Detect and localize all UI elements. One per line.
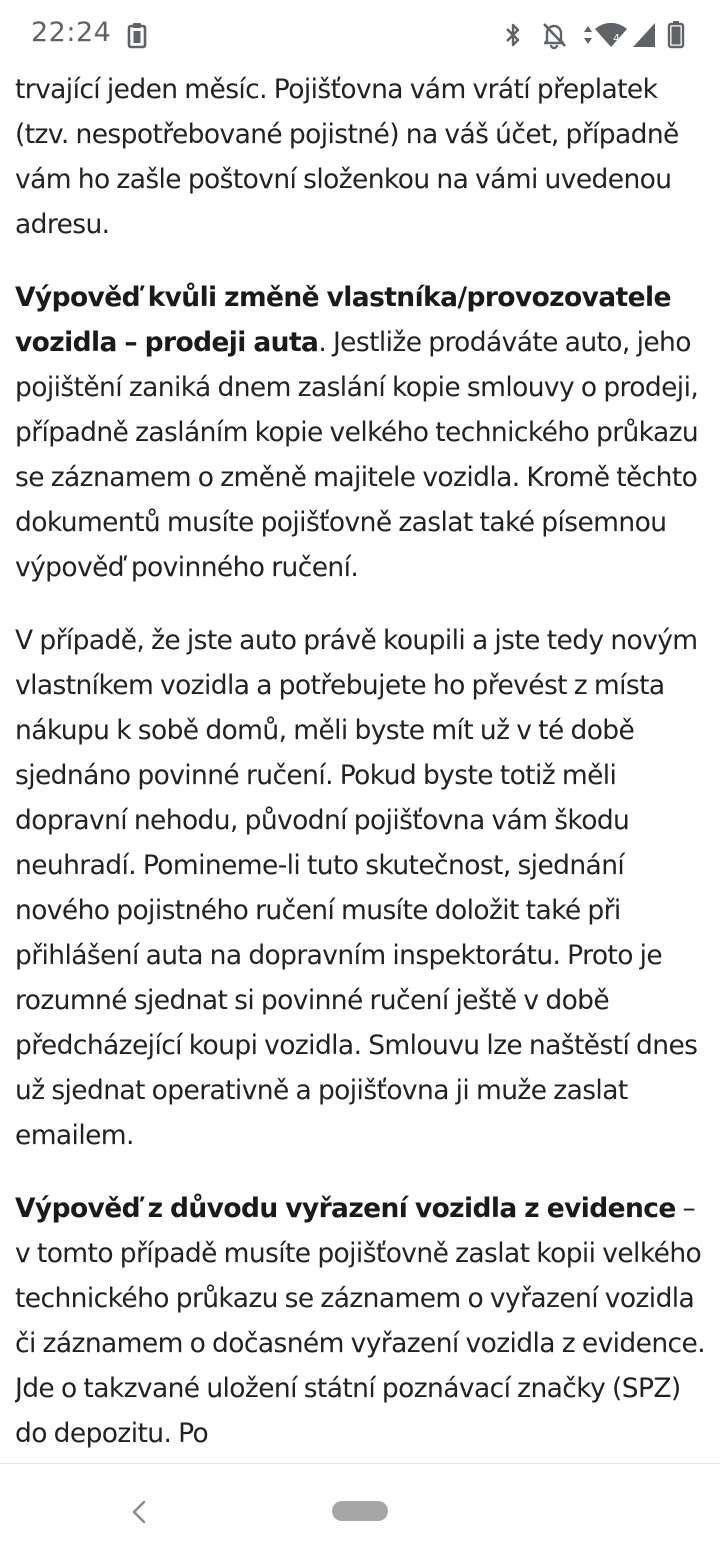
article-paragraph-2 xyxy=(15,275,715,590)
paragraph-4-text: – v tomto případě musíte pojišťovně zaslat kopii velkého technického průkazu se záznamem o vyřazení vozidla či záznamem o dočasném vyřazení vozidla z evidence. Jde o takzvané uložení státní poznávací značky (SPZ) do depozitu. Po xyxy=(15,1193,706,1449)
battery-icon xyxy=(667,20,685,50)
paragraph-2-heading: Výpověď kvůli změně vlastníka/provozovatele vozidla – prodeji auta xyxy=(15,282,671,358)
paragraph-4-heading: Výpověď z důvodu vyřazení vozidla z evidence xyxy=(15,1193,676,1224)
paragraph-3-text: V případě, že jste auto právě koupili a jste tedy novým vlastníkem vozidla a potřebujete ho převést z místa nákupu k sobě domů, měli byste mít už v té době sjednáno povinné ručení. Pokud byste totiž měli dopravní nehodu, původní pojišťovna vám škodu neuhradí. Pomineme-li tuto skutečnost, sjednání nového pojistného ručení musíte doložit také při přihlášení auta na dopravním inspektorátu. Proto je rozumné sjednat si povinné ručení ještě v době předcházející koupi vozidla. Smlouvu lze naštěstí dnes už sjednat operativně a pojišťovna ji muže zaslat emailem. xyxy=(15,625,698,1151)
clipboard-icon xyxy=(126,20,148,50)
article-content xyxy=(15,67,715,1462)
back-icon[interactable] xyxy=(127,1497,153,1527)
data-arrows-icon xyxy=(582,20,594,50)
alarm-off-icon xyxy=(540,20,568,50)
article-paragraph-3 xyxy=(15,618,715,1158)
wifi-icon xyxy=(594,20,628,50)
signal-icon xyxy=(631,20,657,50)
home-pill-icon[interactable] xyxy=(332,1501,388,1521)
wifi-badge: 4 xyxy=(613,32,620,45)
paragraph-2-text: . Jestliže prodáváte auto, jeho pojištění zaniká dnem zaslání kopie smlouvy o prodeji, případně zasláním kopie velkého technického průkazu se záznamem o změně majitele vozidla. Kromě těchto dokumentů musíte pojišťovně zaslat také písemnou výpověď povinného ručení. xyxy=(15,327,699,583)
navigation-bar xyxy=(0,1464,720,1560)
article-paragraph-1 xyxy=(15,67,715,247)
status-time: 22:24 xyxy=(31,17,112,48)
paragraph-1-text: trvající jeden měsíc. Pojišťovna vám vrátí přeplatek (tzv. nespotřebované pojistné) na váš účet, případně vám ho zašle poštovní složenkou na vámi uvedenou adresu. xyxy=(15,74,679,240)
article-paragraph-4 xyxy=(15,1186,715,1456)
bluetooth-icon xyxy=(503,20,523,50)
status-bar xyxy=(0,0,720,72)
